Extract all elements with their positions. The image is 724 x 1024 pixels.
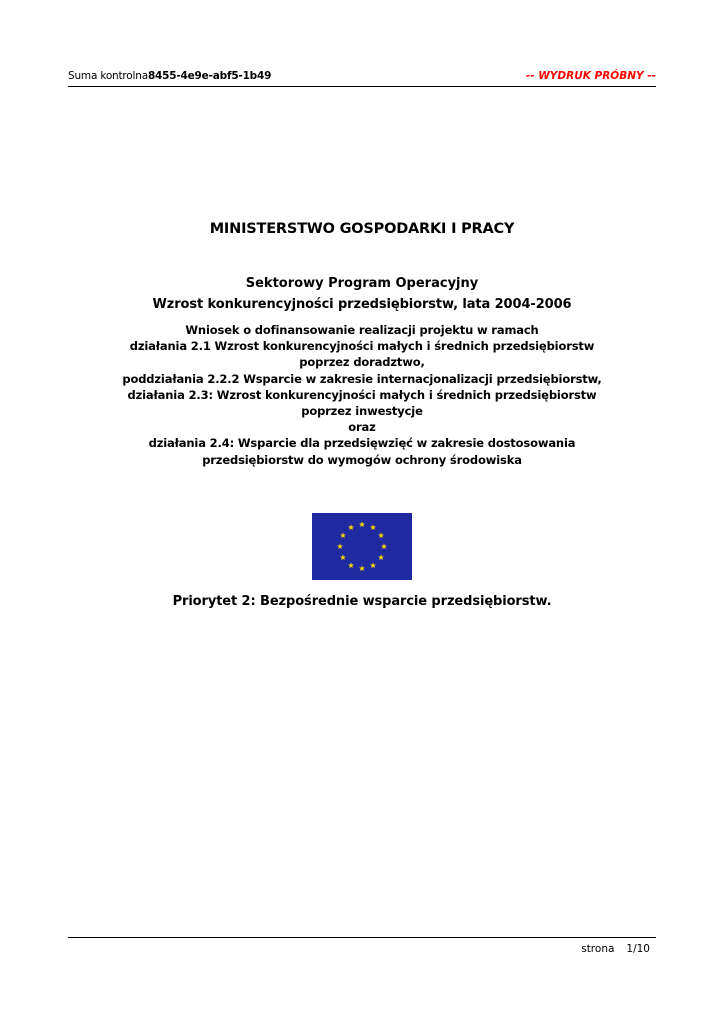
application-description <box>0 322 724 468</box>
checksum-label: Suma kontrolna <box>68 70 148 82</box>
application-line: poprzez inwestycje <box>301 404 423 419</box>
checksum-value: 8455-4e9e-abf5-1b49 <box>147 70 272 82</box>
application-line: działania 2.1 Wzrost konkurencyjności małych i średnich przedsiębiorstw <box>129 339 595 354</box>
page-label: strona <box>581 943 615 955</box>
page-header <box>68 70 656 87</box>
program-subtitle: Wzrost konkurencyjności przedsiębiorstw, lata 2004-2006 <box>152 297 572 312</box>
application-line: działania 2.4: Wsparcie dla przedsięwzięć w zakresie dostosowania <box>148 436 576 451</box>
application-line: Wniosek o dofinansowanie realizacji projektu w ramach <box>185 323 539 337</box>
page-footer <box>68 937 656 955</box>
draft-print-mark: -- WYDRUK PRÓBNY -- <box>525 70 656 82</box>
application-line: oraz <box>348 420 376 435</box>
page-value: 1/10 <box>626 943 650 955</box>
application-line: poddziałania 2.2.2 Wsparcie w zakresie internacjonalizacji przedsiębiorstw, <box>122 371 602 386</box>
application-line: poprzez doradztwo, <box>299 355 425 370</box>
eu-flag-icon <box>312 513 412 580</box>
ministry-title: MINISTERSTWO GOSPODARKI I PRACY <box>209 221 515 237</box>
program-name: Sektorowy Program Operacyjny <box>245 276 479 291</box>
application-line: przedsiębiorstw do wymogów ochrony środowiska <box>202 452 522 467</box>
application-line: działania 2.3: Wzrost konkurencyjności małych i średnich przedsiębiorstw <box>127 387 597 402</box>
priority-title: Priorytet 2: Bezpośrednie wsparcie przedsiębiorstw. <box>172 594 552 609</box>
page-number <box>581 943 650 955</box>
checksum <box>68 70 271 82</box>
